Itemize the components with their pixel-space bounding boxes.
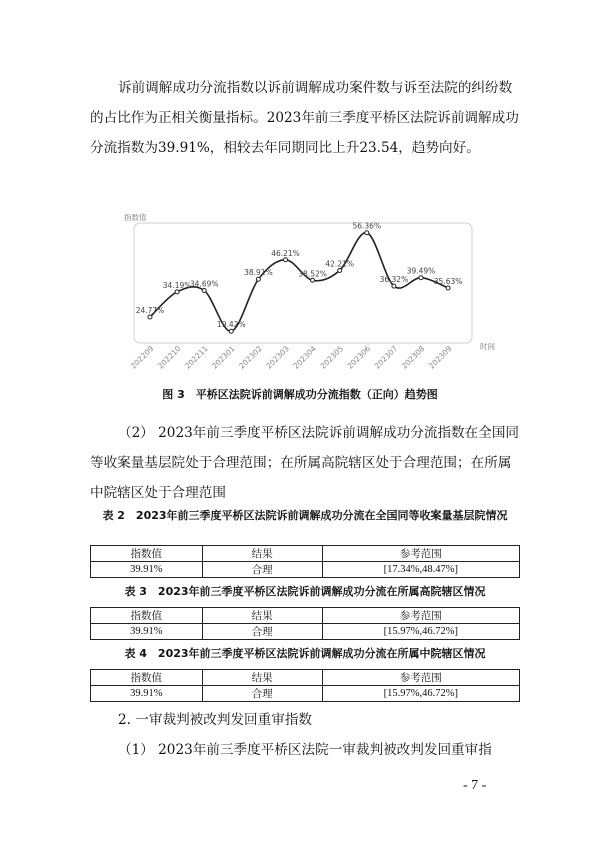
chart-point [311,278,315,282]
chart-data-label: 38.52% [298,269,327,279]
cell-reference-range: [15.97%,46.72%] [322,624,519,640]
table-4-caption: 表 4 2023年前三季度平桥区法院诉前调解成功分流在所属中院辖区情况 [124,647,486,660]
table-3-caption: 表 3 2023年前三季度平桥区法院诉前调解成功分流在所属高院辖区情况 [124,585,486,598]
chart-point [284,258,288,262]
cell-reference-range: [15.97%,46.72%] [322,686,519,702]
header-index-value: 指数值 [91,670,203,686]
cell-index-value: 39.91% [91,624,203,640]
paragraph-range: （2） 2023年前三季度平桥区法院诉前调解成功分流指数在全国同等收案量基层院处于合理范围；在所属高院辖区处于合理范围；在所属中院辖区处于合理范围 [90,425,520,501]
chart-x-tick-label: 202306 [345,344,373,371]
chart-x-tick-label: 202302 [237,344,264,371]
chart-x-tick-label: 202308 [399,344,427,371]
chart-point [338,268,342,272]
table-header-row [91,546,520,562]
paragraph-continued: （1） 2023年前三季度平桥区法院一审裁判被改判发回重审指 [118,742,492,758]
chart-point [446,286,450,290]
chart-x-tick-label: 202301 [210,344,237,371]
chart-data-label: 36.32% [379,275,409,285]
chart-x-tick-label: 202309 [426,344,454,371]
chart-data-label: 24.77% [135,305,165,315]
table-row [91,686,520,702]
cell-index-value: 39.91% [91,686,203,702]
chart-point [419,276,423,280]
page-number: - 7 - [463,778,487,793]
chart-data-label: 56.36% [352,221,382,231]
chart-x-tick-label: 202307 [372,344,400,371]
chart-x-axis-label: 时间 [480,342,495,351]
chart-data-label: 39.49% [406,266,436,276]
cell-reference-range: [17.34%,48.47%] [322,562,519,578]
table-header-row [91,670,520,686]
chart-data-label: 34.69% [189,279,219,289]
cell-result: 合理 [202,624,322,640]
table-row [91,624,520,640]
table-header-row [91,608,520,624]
chart-point [202,288,206,292]
trend-chart [118,210,495,380]
table-2 [90,545,520,578]
chart-x-tick-label: 202211 [182,344,210,371]
table-row [91,562,520,578]
figure-caption: 图 3 平桥区法院诉前调解成功分流指数（正向）趋势图 [162,388,438,401]
chart-point [175,290,179,294]
chart-x-tick-label: 202304 [291,344,319,371]
chart-point [148,315,152,319]
chart-point [365,231,369,235]
header-result: 结果 [202,546,322,562]
chart-y-axis-label: 指数值 [124,213,147,222]
table-4 [90,669,520,702]
table-3 [90,607,520,640]
chart-x-tick-label: 202305 [318,344,346,371]
section-heading: 2. 一审裁判被改判发回重审指数 [118,712,313,728]
chart-data-label: 34.19% [162,280,192,290]
cell-result: 合理 [202,686,322,702]
chart-data-label: 46.21% [271,248,300,258]
header-index-value: 指数值 [91,608,203,624]
chart-data-label: 19.42% [216,320,246,330]
chart-x-tick-label: 202210 [155,344,183,371]
chart-data-label: 38.91% [244,268,273,278]
header-result: 结果 [202,670,322,686]
chart-x-tick-label: 202303 [264,344,291,371]
chart-data-label: 35.63% [433,276,463,286]
header-reference-range: 参考范围 [322,608,519,624]
header-reference-range: 参考范围 [322,670,519,686]
header-reference-range: 参考范围 [322,546,519,562]
paragraph-intro: 诉前调解成功分流指数以诉前调解成功案件数与诉至法院的纠纷数的占比作为正相关衡量指标。2023年前三季度平桥区法院诉前调解成功分流指数为39.91%，相较去年同期同比上升23.54，趋势向好。 [90,80,519,156]
cell-index-value: 39.91% [91,562,203,578]
chart-data-label: 42.21% [325,259,355,269]
table-2-caption: 表 2 2023年前三季度平桥区法院诉前调解成功分流在全国同等收案量基层院情况 [102,509,508,522]
header-result: 结果 [202,608,322,624]
chart-point [229,329,233,333]
cell-result: 合理 [202,562,322,578]
header-index-value: 指数值 [91,546,203,562]
chart-point [392,284,396,288]
chart-point [256,277,260,281]
chart-x-tick-label: 202209 [128,344,156,371]
